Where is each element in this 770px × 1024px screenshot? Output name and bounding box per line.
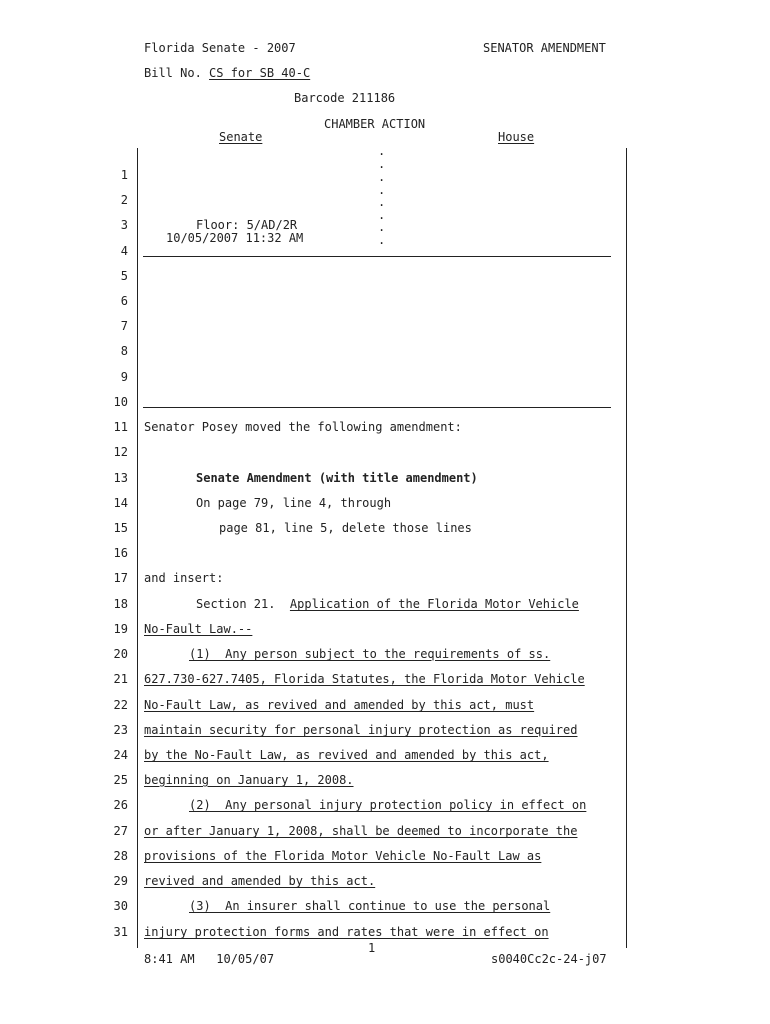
senate-label: Senate bbox=[219, 130, 263, 144]
line-number: 1 bbox=[120, 168, 128, 182]
line-number: 23 bbox=[113, 723, 128, 737]
line-number: 5 bbox=[120, 269, 128, 283]
line-number: 7 bbox=[120, 319, 128, 333]
amendment-heading: Senate Amendment (with title amendment) bbox=[196, 471, 478, 485]
line-number: 2 bbox=[120, 193, 128, 207]
line-number: 27 bbox=[113, 824, 128, 838]
chamber-divider-dot: . bbox=[378, 208, 386, 222]
insert-instruction: and insert: bbox=[144, 571, 224, 585]
inserted-text-line: or after January 1, 2008, shall be deemed to incorporate the bbox=[144, 824, 578, 838]
house-label: House bbox=[498, 130, 535, 144]
inserted-text-line: revived and amended by this act. bbox=[144, 874, 376, 888]
line-number: 3 bbox=[120, 218, 128, 232]
inserted-text-line: beginning on January 1, 2008. bbox=[144, 773, 354, 787]
line-number: 15 bbox=[113, 521, 128, 535]
footer-time-date: 8:41 AM 10/05/07 bbox=[144, 952, 275, 966]
chamber-divider-dot: . bbox=[378, 233, 386, 247]
bill-number-line bbox=[144, 66, 310, 80]
line-number: 13 bbox=[113, 471, 128, 485]
inserted-text-line: (2) Any personal injury protection policy in effect on bbox=[189, 798, 587, 812]
line-number: 19 bbox=[113, 622, 128, 636]
floor-action: Floor: 5/AD/2R bbox=[196, 218, 298, 232]
line-number: 6 bbox=[120, 294, 128, 308]
line-number: 21 bbox=[113, 672, 128, 686]
document-header-left: Florida Senate - 2007 bbox=[144, 41, 296, 55]
section-number: Section 21. bbox=[196, 597, 290, 611]
motion-text: Senator Posey moved the following amendment: bbox=[144, 420, 462, 434]
line-number: 18 bbox=[113, 597, 128, 611]
chamber-divider-dot: . bbox=[378, 183, 386, 197]
section-rule bbox=[143, 407, 611, 408]
inserted-text-line: by the No-Fault Law, as revived and amended by this act, bbox=[144, 748, 549, 762]
line-number: 16 bbox=[113, 546, 128, 560]
inserted-text-line: No-Fault Law.-- bbox=[144, 622, 253, 636]
inserted-text-line: No-Fault Law, as revived and amended by this act, must bbox=[144, 698, 535, 712]
chamber-divider-dot: . bbox=[378, 195, 386, 209]
delete-instruction-line: page 81, line 5, delete those lines bbox=[219, 521, 472, 535]
chamber-divider-dot: . bbox=[378, 220, 386, 234]
line-number: 14 bbox=[113, 496, 128, 510]
inserted-text-line: maintain security for personal injury protection as required bbox=[144, 723, 578, 737]
bill-number: CS for SB 40-C bbox=[209, 66, 311, 80]
chamber-box-rule bbox=[143, 256, 611, 257]
document-header-right: SENATOR AMENDMENT bbox=[483, 41, 606, 55]
line-number: 26 bbox=[113, 798, 128, 812]
chamber-divider-dot: . bbox=[378, 170, 386, 184]
chamber-divider-dot: . bbox=[378, 144, 386, 158]
line-number: 10 bbox=[113, 395, 128, 409]
inserted-text-line: provisions of the Florida Motor Vehicle No-Fault Law as bbox=[144, 849, 542, 863]
line-number: 25 bbox=[113, 773, 128, 787]
floor-action-datetime: 10/05/2007 11:32 AM bbox=[166, 231, 304, 245]
left-margin-rule bbox=[137, 148, 138, 948]
section-heading bbox=[196, 597, 579, 611]
right-margin-rule bbox=[626, 148, 627, 948]
delete-instruction-line: On page 79, line 4, through bbox=[196, 496, 392, 510]
bill-prefix: Bill No. bbox=[144, 66, 210, 80]
line-number: 22 bbox=[113, 698, 128, 712]
line-number: 4 bbox=[120, 244, 128, 258]
line-number: 9 bbox=[120, 370, 128, 384]
section-title: Application of the Florida Motor Vehicle bbox=[289, 597, 579, 611]
line-number: 12 bbox=[113, 445, 128, 459]
footer-document-code: s0040Cc2c-24-j07 bbox=[491, 952, 607, 966]
inserted-text-line: (3) An insurer shall continue to use the personal bbox=[189, 899, 551, 913]
line-number: 8 bbox=[120, 344, 128, 358]
line-number: 31 bbox=[113, 925, 128, 939]
barcode: Barcode 211186 bbox=[294, 91, 396, 105]
page-number: 1 bbox=[368, 941, 376, 955]
inserted-text-line: injury protection forms and rates that were in effect on bbox=[144, 925, 549, 939]
chamber-divider-dot: . bbox=[378, 157, 386, 171]
inserted-text-line: 627.730-627.7405, Florida Statutes, the Florida Motor Vehicle bbox=[144, 672, 585, 686]
inserted-text-line: (1) Any person subject to the requirements of ss. bbox=[189, 647, 551, 661]
line-number: 24 bbox=[113, 748, 128, 762]
chamber-action-title: CHAMBER ACTION bbox=[324, 117, 426, 131]
line-number: 28 bbox=[113, 849, 128, 863]
line-number: 20 bbox=[113, 647, 128, 661]
line-number: 17 bbox=[113, 571, 128, 585]
line-number: 11 bbox=[113, 420, 128, 434]
line-number: 29 bbox=[113, 874, 128, 888]
line-number: 30 bbox=[113, 899, 128, 913]
